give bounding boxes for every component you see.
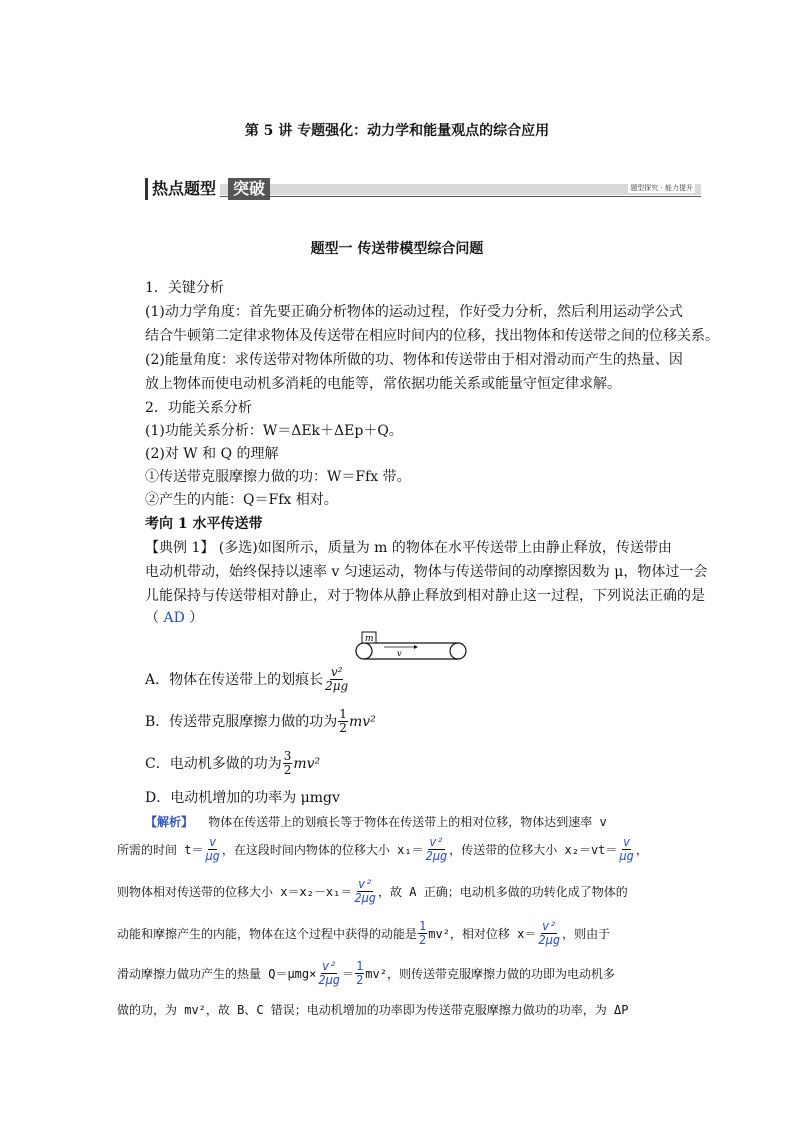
analysis-text: ， <box>635 842 648 857</box>
option-a <box>145 666 350 693</box>
mass-label: m <box>365 634 374 644</box>
fraction-den: 2μg <box>354 891 377 905</box>
analysis-text: ，在这段时间内物体的位移大小 x₁＝ <box>221 842 424 857</box>
paragraph-line: 放上物体而使电动机多消耗的电能等，常依据功能关系或能量守恒定律求解。 <box>145 376 621 392</box>
fraction-num: v² <box>357 877 373 891</box>
paragraph-line: 结合牛顿第二定律求物体及传送带在相应时间内的位移，找出物体和传送带之间的位移关系。 <box>145 328 719 344</box>
analysis-text: ，传送带的位移大小 x₂＝vt＝ <box>449 842 618 857</box>
analysis-text: ＝ <box>342 966 355 981</box>
paragraph-line: ①传送带克服摩擦力做的功：W＝Ffx 带。 <box>145 469 411 485</box>
example-line: 儿能保持与传送带相对静止，对于物体从静止释放到相对静止这一过程，下列说法正确的是 <box>145 588 705 604</box>
fraction-num: v² <box>330 665 343 679</box>
fraction-num: 1 <box>339 707 347 721</box>
velocity-label: v <box>397 649 402 658</box>
analysis-text: ，则由于 <box>562 926 611 941</box>
analysis-text: 则物体相对传送带的位移大小 x＝x₂－x₁＝ <box>117 884 353 899</box>
left-pulley <box>356 643 372 659</box>
fraction-num: v <box>209 835 217 849</box>
fraction-den: 2μg <box>318 973 341 987</box>
analysis-line-1 <box>145 812 607 832</box>
expr: mv² <box>293 755 321 772</box>
example-line: 【典例 1】 (多选)如图所示，质量为 m 的物体在水平传送带上由静止释放，传送带由 <box>145 540 672 556</box>
banner-breakthrough-label: 突破 <box>228 178 270 200</box>
fraction-num: 1 <box>356 959 364 973</box>
analysis-text: 动能和摩擦产生的内能，物体在这个过程中获得的动能是 <box>117 926 418 941</box>
analysis-text: mv²，相对位移 x＝ <box>428 926 537 941</box>
fraction-num: 1 <box>419 919 427 933</box>
answer-value: AD <box>163 610 185 626</box>
right-pulley <box>450 643 466 659</box>
fraction <box>283 750 293 777</box>
answer-open: （ <box>145 610 159 626</box>
fraction-num: v² <box>541 919 557 933</box>
analysis-text: ，故 A 正确；电动机多做的功转化成了物体的 <box>378 884 628 899</box>
expr: mv² <box>348 713 376 730</box>
answer-line <box>145 608 203 628</box>
analysis-line-6: 做的功，为 mv²，故 B、C 错误；电动机增加的功率即为传送带克服摩擦力做功的功率，为 ΔP <box>117 1003 629 1017</box>
analysis-line-4 <box>117 920 610 947</box>
fraction <box>353 878 377 905</box>
option-c-text: C．电动机多做的功为 <box>145 755 282 772</box>
fraction-den: 2μg <box>425 849 448 863</box>
paragraph-line: ②产生的内能：Q＝Ffx 相对。 <box>145 492 338 508</box>
paragraph-line: (1)动力学角度：首先要正确分析物体的运动过程，作好受力分析，然后利用运动学公式 <box>145 304 683 320</box>
answer-close: ） <box>189 610 204 626</box>
fraction-den: 2 <box>283 763 292 777</box>
analysis-line-2 <box>117 836 648 863</box>
analysis-line-5 <box>117 960 615 987</box>
section-title: 题型一 传送带模型综合问题 <box>310 241 484 257</box>
fraction <box>418 920 427 947</box>
fraction-den: 2 <box>419 933 427 947</box>
paragraph-line: (2)能量角度：求传送带对物体所做的功、物体和传送带由于相对滑动而产生的热量、因 <box>145 352 683 368</box>
fraction-den: 2 <box>339 721 347 735</box>
fraction <box>537 920 561 947</box>
fraction <box>204 836 220 863</box>
subheading: 考向 1 水平传送带 <box>145 516 263 532</box>
analysis-text: mv²，则传送带克服摩擦力做的功即为电动机多 <box>365 966 615 981</box>
option-a-text: A．物体在传送带上的划痕长 <box>145 671 324 688</box>
banner-hot-label: 热点题型 <box>145 178 220 200</box>
section-banner <box>145 178 701 200</box>
fraction <box>425 836 449 863</box>
fraction-den: μg <box>619 849 634 863</box>
heading-key-analysis: 1．关键分析 <box>145 280 224 296</box>
fraction-num: v² <box>321 959 337 973</box>
fraction-den: μg <box>205 849 220 863</box>
analysis-text: 物体在传送带上的划痕长等于物体在传送带上的相对位移，物体达到速率 v <box>208 815 607 829</box>
page-title: 第 5 讲 专题强化：动力学和能量观点的综合应用 <box>244 123 550 139</box>
fraction-num: v <box>623 835 631 849</box>
fraction-den: 2μg <box>538 933 561 947</box>
fraction-num: v² <box>429 835 444 849</box>
analysis-text: 滑动摩擦力做功产生的热量 Q＝μmg× <box>117 966 317 981</box>
example-line: 电动机带动，始终保持以速率 v 匀速运动，物体与传送带间的动摩擦因数为 μ，物体过一会 <box>145 564 708 580</box>
option-b-text: B．传送带克服摩擦力做的功为 <box>145 713 338 730</box>
analysis-text: 所需的时间 t＝ <box>117 842 204 857</box>
fraction-num: 3 <box>283 749 292 763</box>
fraction-den: 2 <box>356 973 364 987</box>
conveyor-belt-figure <box>352 630 472 662</box>
analysis-line-3 <box>117 878 628 905</box>
option-b <box>145 708 376 735</box>
fraction <box>317 960 341 987</box>
fraction <box>618 836 634 863</box>
option-d: D．电动机增加的功率为 μmgv <box>145 790 340 806</box>
paragraph-line: (1)功能关系分析：W＝ΔEk＋ΔEp＋Q。 <box>145 423 403 439</box>
fraction <box>338 708 348 735</box>
heading-energy-analysis: 2．功能关系分析 <box>145 400 252 416</box>
analysis-label: 【解析】 <box>145 815 194 829</box>
fraction <box>324 666 349 693</box>
velocity-arrow-head <box>414 645 418 649</box>
paragraph-line: (2)对 W 和 Q 的理解 <box>145 446 279 462</box>
banner-tag: 题型探究 · 能力提升 <box>630 184 693 192</box>
fraction <box>355 960 364 987</box>
option-c <box>145 750 320 777</box>
fraction-den: 2μg <box>325 679 349 693</box>
